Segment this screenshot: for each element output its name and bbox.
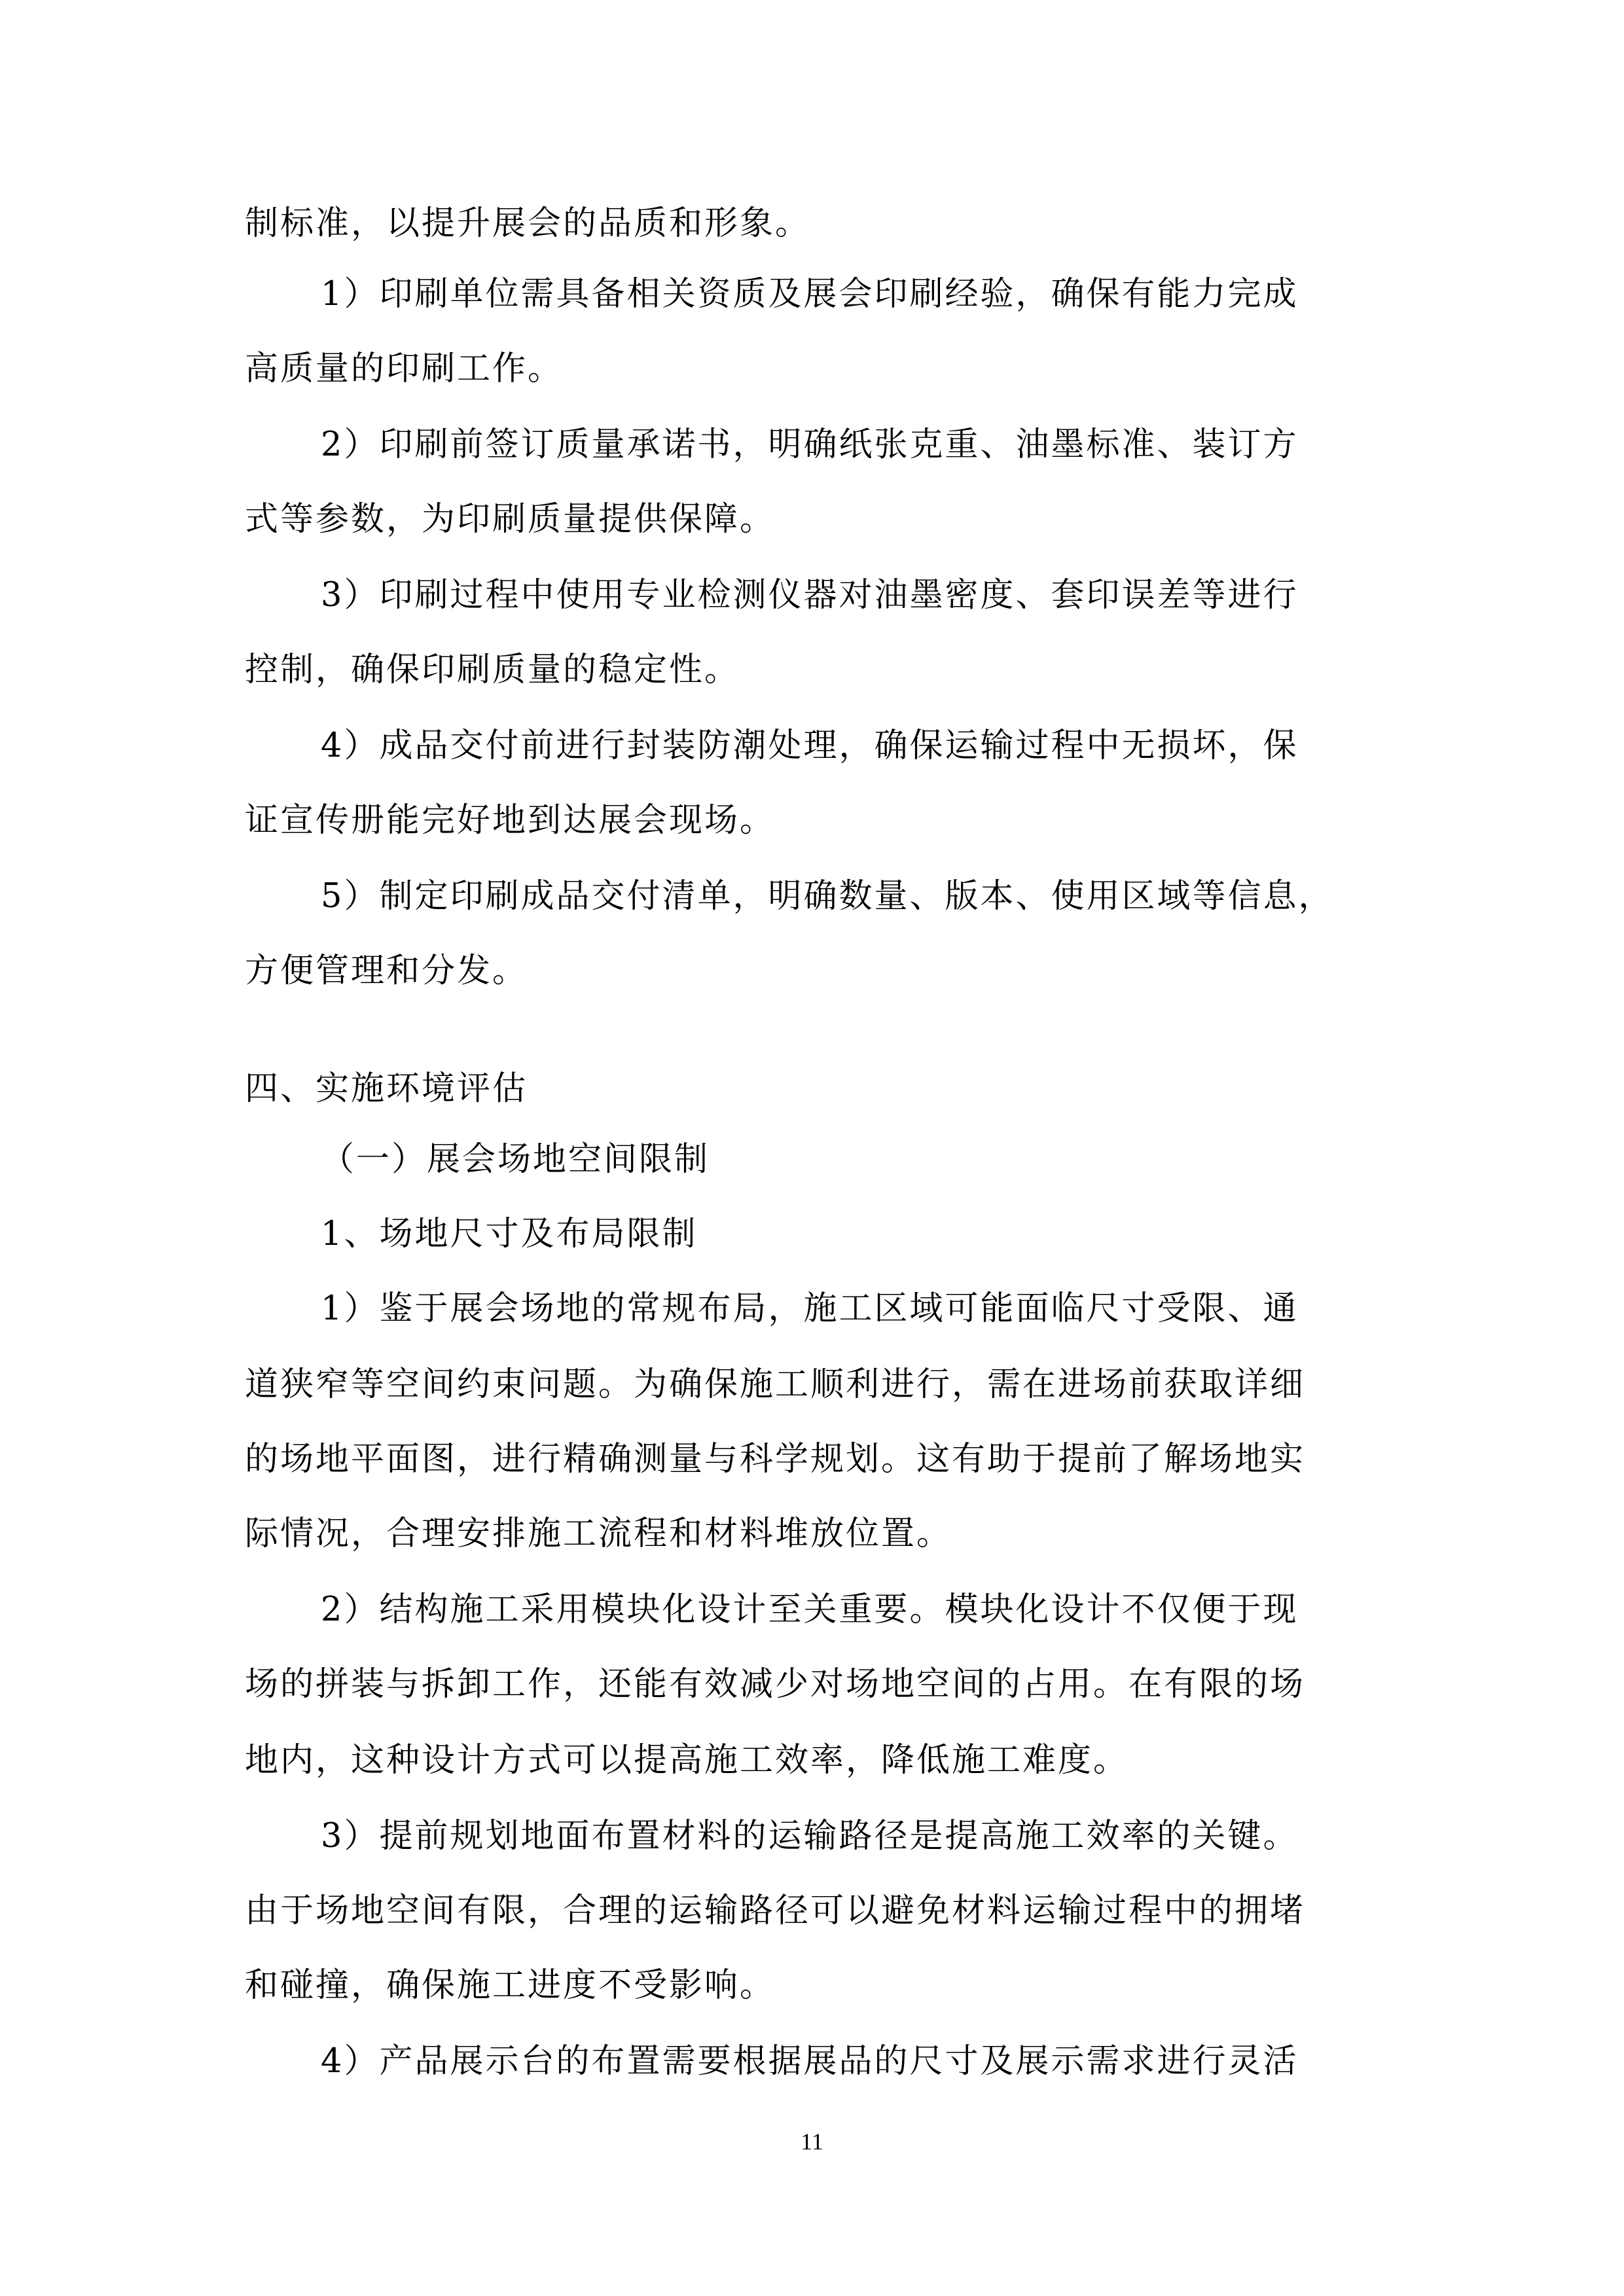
text-line: 控制，确保印刷质量的稳定性。 (245, 651, 740, 689)
text-line: 场的拼装与拆卸工作，还能有效减少对场地空间的占用。在有限的场 (245, 1665, 1306, 1704)
text-line: 际情况，合理安排施工流程和材料堆放位置。 (245, 1515, 952, 1553)
page-number: 11 (801, 2128, 823, 2155)
text-line: 2）印刷前签订质量承诺书，明确纸张克重、油墨标准、装订方 (321, 425, 1299, 464)
text-line: 证宣传册能完好地到达展会现场。 (245, 801, 776, 840)
text-line: 4）产品展示台的布置需要根据展品的尺寸及展示需求进行灵活 (321, 2042, 1299, 2081)
text-line: 方便管理和分发。 (245, 952, 528, 990)
text-line: 式等参数，为印刷质量提供保障。 (245, 500, 776, 539)
text-line: 道狭窄等空间约束问题。为确保施工顺利进行，需在进场前获取详细 (245, 1365, 1306, 1404)
text-line: 1）鉴于展会场地的常规布局，施工区域可能面临尺寸受限、通 (321, 1289, 1299, 1328)
text-line: 3）提前规划地面布置材料的运输路径是提高施工效率的关键。 (321, 1817, 1299, 1856)
text-line: 3）印刷过程中使用专业检测仪器对油墨密度、套印误差等进行 (321, 576, 1299, 615)
text-line: 由于场地空间有限，合理的运输路径可以避免材料运输过程中的拥堵 (245, 1892, 1306, 1930)
section-heading: 四、实施环境评估 (245, 1069, 528, 1108)
text-line: 2）结构施工采用模块化设计至关重要。模块化设计不仅便于现 (321, 1590, 1299, 1629)
text-line: 高质量的印刷工作。 (245, 350, 564, 388)
item-heading: 1、场地尺寸及布局限制 (321, 1215, 698, 1253)
subsection-heading: （一）展会场地空间限制 (321, 1140, 710, 1179)
text-line: 地内，这种设计方式可以提高施工效率，降低施工难度。 (245, 1741, 1129, 1780)
text-line: 和碰撞，确保施工进度不受影响。 (245, 1966, 776, 2005)
text-line: 制标准，以提升展会的品质和形象。 (245, 204, 811, 243)
text-line: 5）制定印刷成品交付清单，明确数量、版本、使用区域等信息， (321, 877, 1334, 916)
text-line: 1）印刷单位需具备相关资质及展会印刷经验，确保有能力完成 (321, 275, 1299, 314)
text-line: 的场地平面图，进行精确测量与科学规划。这有助于提前了解场地实 (245, 1440, 1306, 1479)
text-line: 4）成品交付前进行封装防潮处理，确保运输过程中无损坏，保 (321, 726, 1299, 765)
